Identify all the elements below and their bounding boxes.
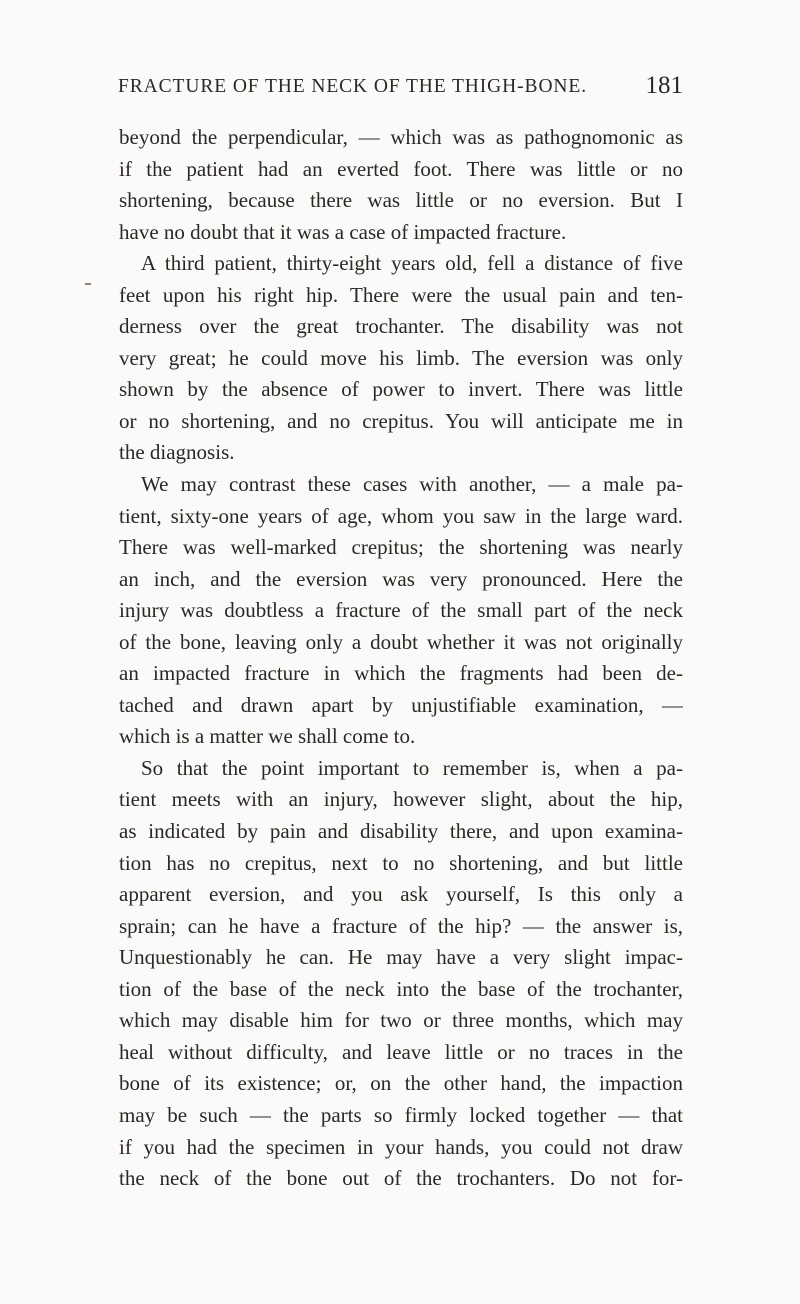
text-line: So that the point important to remember is, when a pa-	[141, 755, 683, 780]
page-number: 181	[645, 72, 683, 99]
text-line: There was well-marked crepitus; the shortening was nearly	[119, 535, 683, 560]
running-head	[118, 72, 683, 106]
text-line: tion of the base of the neck into the base of the trochanter,	[119, 976, 683, 1001]
text-line: feet upon his right hip. There were the usual pain and ten-	[119, 282, 683, 307]
text-line: tion has no crepitus, next to no shortening, and but little	[119, 850, 683, 875]
text-line: or no shortening, and no crepitus. You will anticipate me in	[119, 408, 683, 433]
text-line: as indicated by pain and disability there, and upon examina-	[119, 819, 683, 844]
text-line: shown by the absence of power to invert. There was little	[119, 377, 683, 402]
text-line: derness over the great trochanter. The disability was not	[119, 314, 683, 339]
text-line: may be such — the parts so firmly locked together — that	[119, 1102, 683, 1127]
text-line: We may contrast these cases with another, — a male pa-	[141, 472, 683, 497]
margin-mark	[85, 283, 91, 285]
text-line: an inch, and the eversion was very pronounced. Here the	[119, 566, 683, 591]
text-line: which may disable him for two or three months, which may	[119, 1008, 683, 1033]
text-line: of the bone, leaving only a doubt whether it was not originally	[119, 629, 683, 654]
text-line: if the patient had an everted foot. There was little or no	[119, 156, 683, 181]
text-line: sprain; can he have a fracture of the hip? — the answer is,	[119, 913, 683, 938]
text-line: tached and drawn apart by unjustifiable examination, —	[119, 692, 683, 717]
text-line: heal without difficulty, and leave little or no traces in the	[119, 1039, 683, 1064]
text-line: Unquestionably he can. He may have a very slight impac-	[119, 945, 683, 970]
text-line: if you had the specimen in your hands, you could not draw	[119, 1134, 683, 1159]
text-line: beyond the perpendicular, — which was as pathognomonic as	[119, 125, 683, 149]
body-text	[119, 122, 683, 1195]
text-line: injury was doubtless a fracture of the small part of the neck	[119, 598, 683, 623]
text-line: A third patient, thirty-eight years old, fell a distance of five	[141, 251, 683, 276]
text-line: which is a matter we shall come to.	[119, 724, 416, 749]
text-line: bone of its existence; or, on the other hand, the impaction	[119, 1071, 683, 1096]
text-line: tient meets with an injury, however slight, about the hip,	[119, 787, 683, 812]
text-line: have no doubt that it was a case of impacted fracture.	[119, 219, 567, 244]
text-line: tient, sixty-one years of age, whom you saw in the large ward.	[119, 503, 683, 528]
text-line: shortening, because there was little or no eversion. But I	[119, 188, 683, 213]
running-title: FRACTURE OF THE NECK OF THE THIGH-BONE.	[118, 76, 587, 97]
text-line: an impacted fracture in which the fragments had been de-	[119, 661, 683, 686]
text-line: apparent eversion, and you ask yourself, Is this only a	[119, 882, 683, 907]
text-line: the diagnosis.	[119, 440, 235, 465]
text-line: the neck of the bone out of the trochanters. Do not for-	[119, 1166, 683, 1191]
text-line: very great; he could move his limb. The eversion was only	[119, 345, 683, 370]
